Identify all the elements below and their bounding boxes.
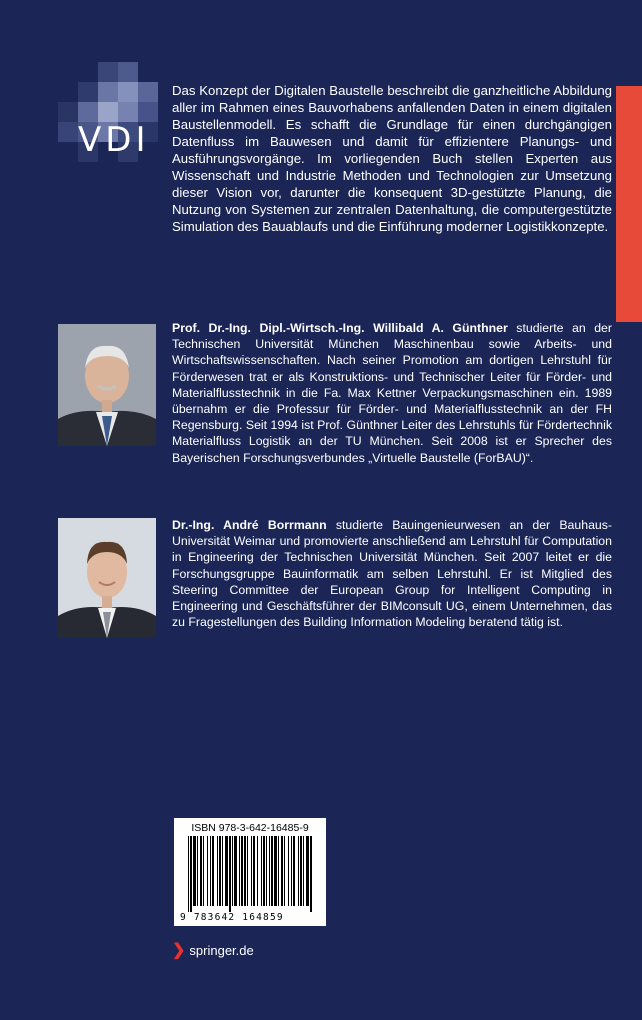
barcode-bar [225,836,228,906]
barcode-bar [207,836,208,906]
author-name-borrmann: Dr.-Ing. André Borrmann [172,518,327,532]
barcode-bar [229,836,231,912]
author-bio-borrmann [172,517,612,630]
barcode-bar [197,836,198,906]
publisher-text: springer.de [189,942,254,958]
barcode-bar [281,836,283,906]
book-description: Das Konzept der Digitalen Baustelle beschreibt die ganzheitliche Abbildung aller im Rahmen eines Bauvorhabens anfallenden Daten in einem digitalen Baustellenmodell. Es schafft die Grundlage für einen durchgängigen Datenfluss im Bauwesen und damit für effizientere Planungs- und Ausführungsvorgänge. Im vorliegenden Buch stellen Experten aus Wissenschaft und Industrie Methoden und Technologien zur Umsetzung dieser Vision vor, darunter die konsequent 3D-gestützte Planung, die Nutzung von Systemen zur zentralen Datenhaltung, die computergestützte Simulation des Bauablaufs und die Einführung moderner Logistikkonzepte. [172,83,612,234]
author-photo-borrmann [58,518,156,638]
barcode-bar [190,836,192,912]
barcode-bar [310,836,312,912]
barcode-bar [241,836,243,906]
author-photo-guenthner [58,324,156,446]
chevron-right-icon: ❯ [172,942,186,959]
barcode-bar [253,836,255,906]
barcode-bar [251,836,252,906]
barcode-bar [266,836,267,906]
author-bio-text-guenthner: studierte an der Technischen Universität München Maschinenbau sowie Arbeits- und Wirtschaftswissenschaften. Nach seiner Promotion am dortigen Lehrstuhl für Förderwesen trat er als Konstruktions- und Technischer Leiter für Förder- und Materialflusstechnik in die Fa. Max Kettner Verpackungsmaschinen ein. 1989 übernahm er die Professur für Förder- und Materialflusstechnik an der FH Regensburg. Seit 1994 ist Prof. Günthner Leiter des Lehrstuhls für Fördertechnik Materialfluss Logistik an der TU München. Seit 2008 ist er Sprecher des Bayerischen Forschungsverbundes „Virtuelle Baustelle (ForBAU)“. [172,321,612,465]
barcode-bar [232,836,233,906]
barcode-bar [288,836,289,906]
barcode-bar [244,836,246,906]
barcode-bar [261,836,262,906]
barcode-bar [200,836,202,906]
barcode-bar [247,836,248,906]
barcode-bar [188,836,189,912]
barcode-bars [180,836,320,912]
barcode-bar [278,836,279,906]
vdi-logo-text: VDI [78,120,150,160]
barcode-bar [300,836,302,906]
barcode-bar [274,836,277,906]
barcode-bar [293,836,295,906]
barcode-bar [239,836,240,906]
barcode-bar [298,836,299,906]
barcode-bar [284,836,285,906]
barcode-bar [271,836,273,906]
barcode-bar [219,836,221,906]
author-bio-text-borrmann: studierte Bauingenieurwesen an der Bauhaus-Universität Weimar und promovierte anschließend am Lehrstuhl für Computation in Engineering der Technischen Universität München. Seit 2007 leitet er die Forschungsgruppe Bauinformatik am selben Lehrstuhl. Er ist Mitglied des Steering Committee der European Group for Intelligent Computing in Engineering und Geschäftsführer der BIMconsult UG, einem Unternehmen, das zu Fragestellungen des Building Information Modeling beratend tätig ist. [172,518,612,630]
barcode-bar [210,836,211,906]
barcode-bar [193,836,196,906]
publisher-link[interactable] [172,940,254,960]
barcode-bar [203,836,204,906]
isbn-digits: 9 783642 164859 [180,912,284,923]
barcode-bar [217,836,218,906]
isbn-label: ISBN 978-3-642-16485-9 [191,822,309,834]
barcode-bar [303,836,304,906]
author-bio-guenthner [172,320,612,466]
red-accent-bar [616,86,642,322]
barcode-bar [263,836,265,906]
barcode-bar [269,836,270,906]
barcode-bar [291,836,292,906]
barcode-bar [212,836,214,906]
author-name-guenthner: Prof. Dr.-Ing. Dipl.-Wirtsch.-Ing. Willibald A. Günthner [172,321,508,335]
barcode-bar [257,836,258,906]
isbn-barcode [174,818,326,926]
barcode-bar [222,836,223,906]
barcode-bar [306,836,309,906]
barcode-bar [234,836,237,906]
